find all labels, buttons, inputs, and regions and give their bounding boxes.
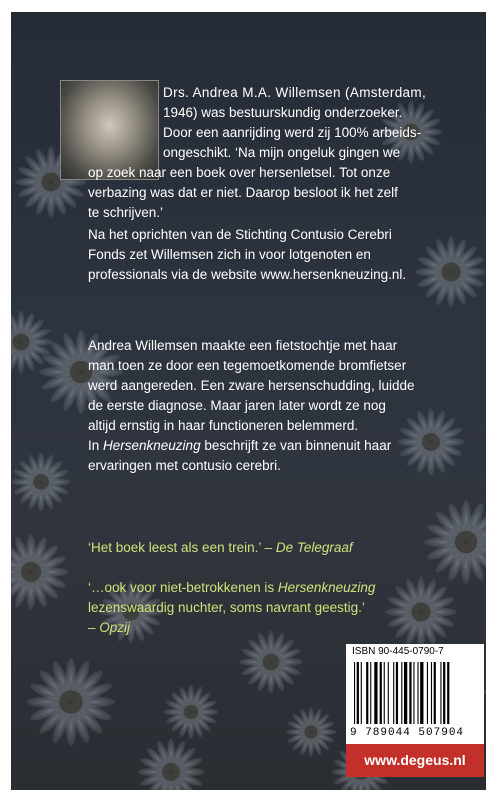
bio-line: 1946) was bestuurskundig onderzoeker. [163, 105, 403, 120]
barcode-bar [388, 662, 389, 724]
bio-line: te schrijven.’ [88, 205, 164, 220]
daisy [385, 576, 456, 647]
summary-line: Andrea Willemsen maakte een fietstochtje met haar [88, 338, 398, 353]
daisy [164, 685, 219, 740]
quote-line [88, 618, 375, 638]
barcode-bar [361, 662, 362, 724]
quote-text: ‘…ook voor niet-betrokkenen is [88, 580, 278, 595]
bio-line: Drs. Andrea M.A. Willemsen (Amsterdam, [163, 85, 427, 100]
daisy [11, 534, 69, 610]
daisy [286, 707, 336, 757]
summary-line: de eerste diagnose. Maar jaren later wordt ze nog [88, 398, 386, 413]
summary-text: In [88, 438, 104, 453]
daisy [424, 500, 486, 584]
barcode-bar [443, 662, 445, 724]
daisy [240, 631, 303, 694]
barcode-bar [393, 662, 394, 724]
book-summary [88, 336, 414, 476]
summary-text: beschrijft ze van binnenuit haar [200, 438, 392, 453]
daisy [415, 236, 486, 307]
barcode-bar [357, 662, 359, 724]
barcode-bar [427, 662, 428, 724]
quote-line [88, 578, 375, 598]
quote-line: lezenswaardig nuchter, soms navrant geestig.’ [88, 600, 365, 615]
daisy [11, 311, 53, 374]
author-bio-cont [88, 163, 406, 285]
summary-line: werd aangereden. Een zware hersenschudding, luidde [88, 378, 415, 393]
bio-line: verbazing was dat er niet. Daarop besloot ik het zelf [88, 185, 398, 200]
barcode-bar [366, 662, 368, 724]
bio-line: Fonds zet Willemsen zich in voor lotgenoten en [88, 247, 371, 262]
barcode-bar [434, 662, 436, 724]
barcode-bar [370, 662, 371, 724]
book-title: Hersenkneuzing [277, 580, 376, 595]
barcode-bar-group [354, 662, 449, 724]
barcode-bar [380, 662, 382, 724]
quote-source: De Telegraaf [275, 540, 353, 555]
summary-line: altijd ernstig in haar functioneren belemmerd. [88, 418, 359, 433]
daisy [27, 658, 115, 746]
barcode-bar [396, 662, 398, 724]
isbn-number: ISBN 90-445-0790-7 [352, 646, 444, 657]
barcode-digits: 9 789044 507904 [350, 727, 465, 739]
review-quote-2 [88, 578, 375, 638]
bio-line: Door een aanrijding werd zij 100% arbeids- [163, 125, 422, 140]
barcode-bar [409, 662, 411, 724]
barcode-bar [401, 662, 402, 724]
isbn-barcode-block [346, 644, 484, 777]
book-title: Hersenkneuzing [103, 438, 201, 453]
quote-source: Opzij [99, 620, 131, 635]
barcode-bar [417, 662, 418, 724]
bio-line: professionals via de website www.hersenkneuzing.nl. [88, 267, 407, 282]
barcode-bars [352, 662, 478, 726]
barcode-bar [413, 662, 414, 724]
barcode-bar [384, 662, 385, 724]
bio-line: ongeschikt. ‘Na mijn ongeluk gingen we [163, 145, 401, 160]
quote-dash: – [88, 620, 100, 635]
barcode-bar [447, 662, 449, 724]
barcode-bar [440, 662, 441, 724]
daisy [137, 738, 204, 790]
barcode-bar [420, 662, 423, 724]
book-back-cover [11, 12, 486, 790]
summary-line [88, 436, 414, 456]
quote-text: ‘Het boek leest als een trein.’ – [88, 540, 276, 555]
bio-line: op zoek naar een boek over hersenletsel. Tot onze [88, 165, 391, 180]
review-quote-1 [88, 538, 353, 558]
barcode-bar [354, 662, 355, 724]
barcode-bar [431, 662, 432, 724]
barcode-bar [404, 662, 407, 724]
daisy [12, 453, 71, 512]
publisher-website: www.degeus.nl [346, 744, 484, 777]
summary-line: ervaringen met contusio cerebri. [88, 458, 281, 473]
barcode-bar [374, 662, 377, 724]
author-bio [163, 83, 426, 163]
summary-line: man toen ze door een tegemoetkomende bromfietser [88, 358, 407, 373]
bio-line: Na het oprichten van de Stichting Contusio Cerebri [88, 227, 392, 242]
